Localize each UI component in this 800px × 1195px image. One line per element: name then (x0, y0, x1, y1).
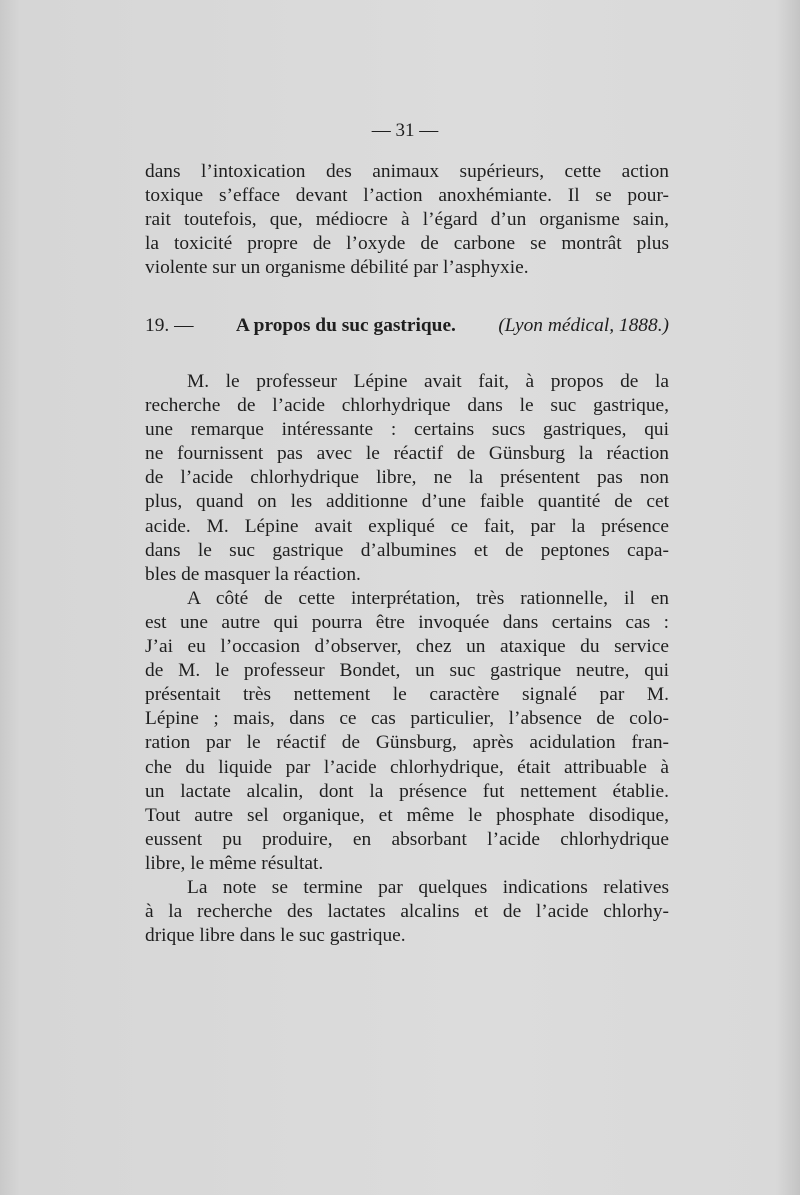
section-title: A propos du suc gastrique. (235, 315, 456, 336)
text-line: toxique s’efface devant l’action anoxhémiante. Il se pour- (145, 185, 669, 207)
paragraph (145, 370, 669, 587)
section-source: (Lyon médical, 1888.) (498, 315, 669, 336)
text-line: est une autre qui pourra être invoquée dans certains cas : (145, 611, 669, 633)
text-line: che du liquide par l’acide chlorhydrique, était attribuable à (145, 756, 669, 778)
page-number: — 31 — (371, 120, 439, 141)
paragraph-continuation (145, 160, 669, 280)
text-line: La note se termine par quelques indications relatives (187, 876, 669, 898)
section-body (145, 370, 669, 948)
text-line: violente sur un organisme débilité par l’asphyxie. (145, 257, 529, 279)
text-line: libre, le même résultat. (145, 852, 324, 874)
text-line: bles de masquer la réaction. (145, 563, 361, 585)
text-line: J’ai eu l’occasion d’observer, chez un ataxique du service (145, 636, 669, 658)
text-line: M. le professeur Lépine avait fait, à propos de la (187, 371, 669, 392)
text-line: de l’acide chlorhydrique libre, ne la présentent pas non (145, 467, 669, 489)
text-line: de M. le professeur Bondet, un suc gastrique neutre, qui (145, 660, 669, 682)
text-line: une remarque intéressante : certains sucs gastriques, qui (145, 419, 669, 441)
text-line: acide. M. Lépine avait expliqué ce fait, par la présence (145, 515, 669, 537)
text-line: dans le suc gastrique d’albumines et de peptones capa- (145, 539, 669, 561)
text-line: Lépine ; mais, dans ce cas particulier, l’absence de colo- (145, 708, 669, 730)
text-line: présentait très nettement le caractère signalé par M. (145, 684, 669, 706)
paragraph (145, 587, 669, 876)
text-line: la toxicité propre de l’oxyde de carbone se montrât plus (145, 233, 669, 255)
paragraph (145, 876, 669, 948)
text-line: drique libre dans le suc gastrique. (145, 925, 406, 947)
text-line: dans l’intoxication des animaux supérieurs, cette action (145, 161, 669, 182)
text-line: eussent pu produire, en absorbant l’acide chlorhydrique (145, 828, 669, 850)
text-line: rait toutefois, que, médiocre à l’égard d’un organisme sain, (145, 209, 669, 231)
text-line: A côté de cette interprétation, très rationnelle, il en (187, 587, 669, 609)
text-line: à la recherche des lactates alcalins et de l’acide chlorhy- (145, 901, 669, 923)
section-number: 19. — (145, 315, 194, 336)
text-line: ration par le réactif de Günsburg, après acidulation fran- (145, 732, 669, 754)
text-line: recherche de l’acide chlorhydrique dans le suc gastrique, (145, 395, 669, 417)
text-line: ne fournissent pas avec le réactif de Günsburg la réaction (145, 443, 669, 465)
text-line: un lactate alcalin, dont la présence fut nettement établie. (145, 780, 669, 802)
text-line: plus, quand on les additionne d’une faible quantité de cet (145, 491, 669, 513)
section-heading (145, 314, 669, 338)
text-line: Tout autre sel organique, et même le phosphate disodique, (145, 804, 669, 826)
